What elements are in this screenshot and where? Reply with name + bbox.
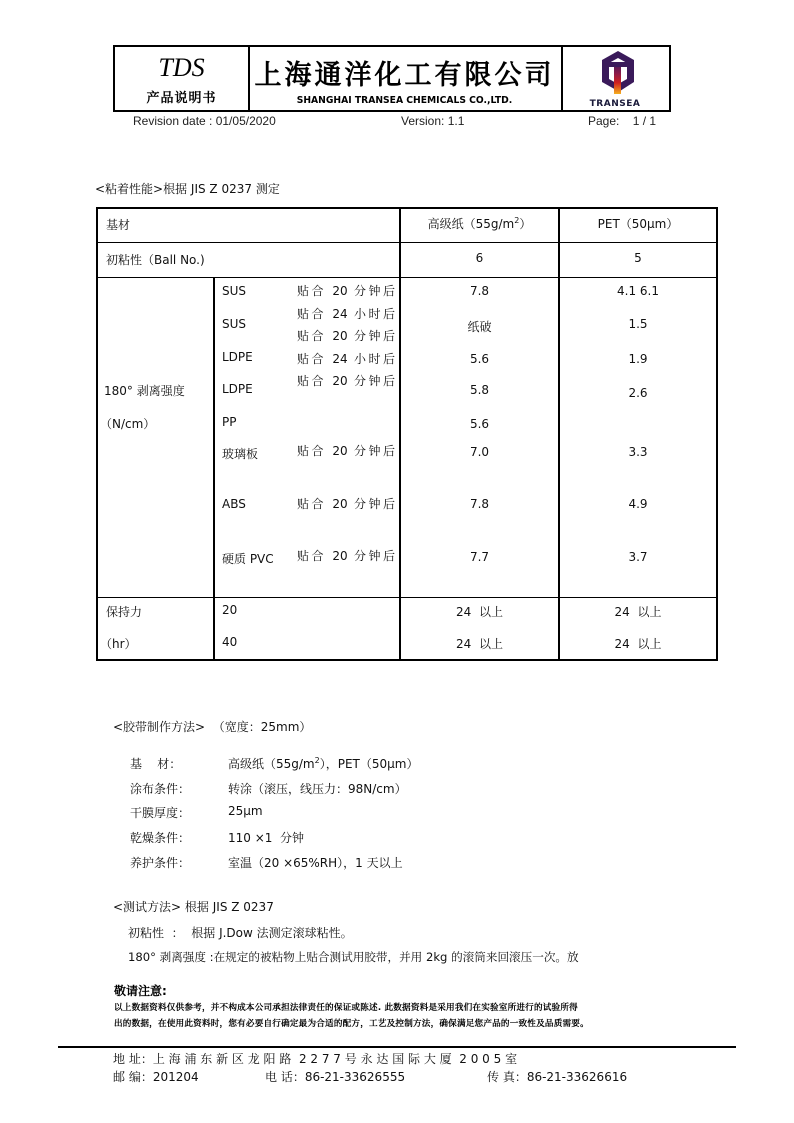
footer-fax: 传 真：86-21-33626616 bbox=[487, 1070, 628, 1084]
material-glass: 玻璃板 bbox=[222, 447, 259, 461]
doc-type-subtitle: 产品说明书 bbox=[146, 91, 217, 106]
notice-line: 出的数据，在使用此资料时，您有必要自行确定最为合适的配方，工艺及控制方法，确保满足您产品的一致性及品质需要。 bbox=[114, 1019, 589, 1029]
peel-paper-value: 7.0 bbox=[469, 445, 490, 459]
material-ldpe: LDPE bbox=[222, 382, 253, 396]
test-section-title: <测试方法> 根据 JIS Z 0237 bbox=[113, 900, 274, 914]
logo-cell bbox=[561, 47, 669, 110]
peel-paper-value: 5.6 bbox=[469, 417, 490, 431]
peel-conditions-block: 贴合 20 分钟后 贴合 24 小时后 贴合 20 分钟后 贴合 24 小时后 贴合 20 分钟后 bbox=[297, 284, 395, 388]
peel-pet-value: 1.9 bbox=[628, 352, 648, 366]
method-label: 乾燥条件： bbox=[130, 831, 191, 845]
material-sus: SUS bbox=[222, 284, 247, 298]
method-label: 基 材： bbox=[130, 757, 182, 771]
holding-temp: 20 bbox=[222, 603, 238, 617]
method-value: 25μm bbox=[228, 804, 263, 818]
holding-paper-value: 24 以上 bbox=[456, 605, 503, 619]
peel-label: 180° 剥离强度 bbox=[104, 384, 185, 398]
footer-divider bbox=[58, 1046, 736, 1048]
company-name-en: SHANGHAI TRANSEA CHEMICALS CO.,LTD. bbox=[296, 95, 513, 106]
revision-date: Revision date : 01/05/2020 bbox=[133, 114, 276, 128]
company-name-cell bbox=[248, 47, 563, 110]
peel-pet-value: 2.6 bbox=[628, 386, 648, 400]
row-divider bbox=[98, 242, 716, 243]
peel-paper-value: 纸破 bbox=[467, 320, 492, 334]
superscript: 2 bbox=[314, 756, 320, 765]
peel-condition: 贴合 20 分钟后 bbox=[297, 549, 395, 563]
logo-text: TRANSEA bbox=[589, 99, 641, 109]
test-line-peel: 180° 剥离强度 :在规定的被粘物上贴合测试用胶带，并用 2kg 的滚筒来回滚压一次。放 bbox=[128, 950, 579, 964]
document-header bbox=[113, 45, 671, 112]
superscript: 2 bbox=[514, 216, 520, 225]
footer-postcode: 邮 编：201204 bbox=[113, 1070, 199, 1084]
holding-paper-value: 24 以上 bbox=[456, 637, 503, 651]
holding-pet-value: 24 以上 bbox=[614, 605, 662, 619]
row-divider bbox=[98, 597, 716, 598]
peel-pet-value: 3.3 bbox=[628, 445, 648, 459]
peel-pet-value: 4.9 bbox=[628, 497, 648, 511]
peel-pet-value: 4.1 6.1 bbox=[617, 284, 659, 298]
col-header-paper bbox=[401, 215, 558, 232]
substrate-label: 基材 bbox=[106, 218, 131, 232]
row-divider bbox=[98, 277, 716, 278]
method-value: 110 ×1 分钟 bbox=[228, 831, 305, 845]
material-abs: ABS bbox=[222, 497, 246, 511]
holding-label: 保持力 bbox=[106, 605, 143, 619]
doc-type-cell bbox=[115, 47, 250, 110]
method-section-title: <胶带制作方法> （宽度：25mm） bbox=[113, 720, 312, 734]
holding-pet-value: 24 以上 bbox=[614, 637, 662, 651]
material-pp: PP bbox=[222, 415, 237, 429]
method-value: 室温（20 ×65%RH），1 天以上 bbox=[228, 856, 403, 870]
peel-paper-value: 5.8 bbox=[469, 383, 490, 397]
method-value-end: ），PET（50μm） bbox=[319, 757, 419, 771]
doc-type: TDS bbox=[158, 53, 205, 82]
method-value: 转涂（滚压，线压力：98N/cm） bbox=[228, 782, 407, 796]
peel-condition: 贴合 20 分钟后 bbox=[297, 497, 395, 511]
notice-line: 以上数据资料仅供参考，并不构成本公司承担法律责任的保证或陈述. 此数据资料是采用我们在实验室所进行的试验所得 bbox=[114, 1003, 578, 1013]
material-pvc: 硬质 PVC bbox=[222, 552, 274, 566]
adhesion-table bbox=[96, 207, 718, 661]
material-ldpe: LDPE bbox=[222, 350, 253, 364]
material-sus: SUS bbox=[222, 317, 247, 331]
adhesion-section-title: <粘着性能>根据 JIS Z 0237 测定 bbox=[95, 182, 280, 196]
col-header-paper-end: ） bbox=[519, 217, 532, 231]
peel-paper-value: 5.6 bbox=[469, 352, 490, 366]
col-header-pet: PET（50μm） bbox=[597, 217, 679, 231]
tack-pet-value: 5 bbox=[634, 251, 642, 265]
test-line-tack: 初粘性 ： 根据 J.Dow 法测定滚球粘性。 bbox=[128, 926, 353, 940]
peel-condition: 贴合 20 分钟后 bbox=[297, 444, 395, 458]
peel-paper-value: 7.7 bbox=[469, 550, 490, 564]
footer-address: 地 址：上 海 浦 东 新 区 龙 阳 路 2 2 7 7 号 永 达 国 际 大 厦 2 0 0 5 室 bbox=[113, 1052, 518, 1066]
notice-title: 敬请注意: bbox=[114, 984, 167, 998]
peel-unit: （N/cm） bbox=[100, 417, 156, 431]
method-label: 干膜厚度： bbox=[130, 806, 191, 820]
version: Version: 1.1 bbox=[401, 114, 465, 128]
peel-paper-value: 7.8 bbox=[469, 284, 490, 298]
method-value bbox=[228, 755, 418, 772]
tack-label: 初粘性（Ball No.) bbox=[106, 253, 205, 267]
method-label: 养护条件： bbox=[130, 856, 191, 870]
holding-unit: （hr） bbox=[100, 637, 137, 651]
company-name-cn: 上海通洋化工有限公司 bbox=[254, 60, 555, 91]
col-divider bbox=[213, 277, 215, 659]
tack-paper-value: 6 bbox=[475, 251, 484, 265]
peel-pet-value: 3.7 bbox=[628, 550, 648, 564]
method-value-text: 高级纸（55g/m bbox=[228, 757, 315, 771]
page-number: Page: 1 / 1 bbox=[588, 114, 657, 128]
holding-temp: 40 bbox=[222, 635, 238, 649]
col-header-paper-text: 高级纸（55g/m bbox=[427, 217, 515, 231]
transea-logo-icon bbox=[598, 49, 638, 95]
peel-pet-value: 1.5 bbox=[628, 317, 648, 331]
method-label: 涂布条件： bbox=[130, 782, 191, 796]
peel-paper-value: 7.8 bbox=[469, 497, 490, 511]
footer-phone: 电 话：86-21-33626555 bbox=[265, 1070, 406, 1084]
